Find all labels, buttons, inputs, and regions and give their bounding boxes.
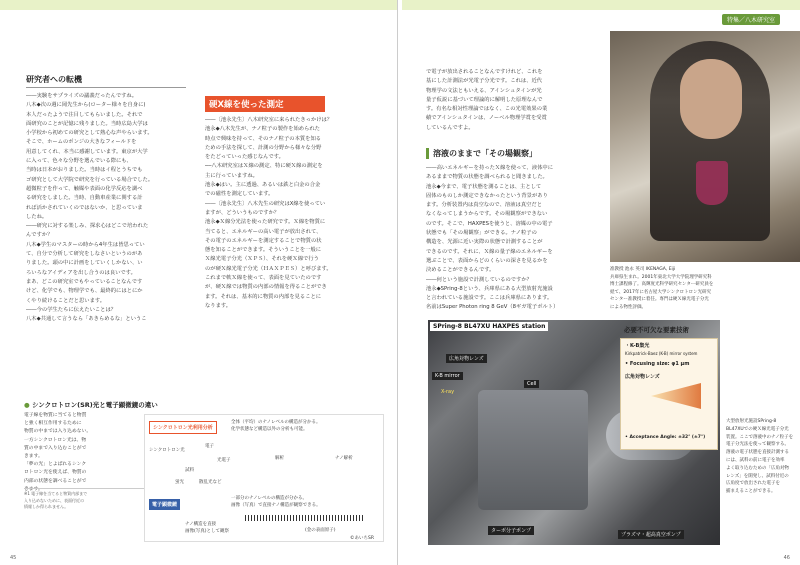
lab-photo-caption: 大型放射光施設SPring-8 BL47XUでの硬Ｘ線光電子分光 装置。ここで溶液中のナノ粒子を 電子分光法を使って観察する。 溶液の電子状態を直接計測する には、試料の前に電子を効率 よく取り込むための「広角対物 レンズ」を開発し、試料付近の 広角度で放出された電子を 捕まえることができる。	[726, 419, 794, 495]
top-band	[0, 0, 397, 10]
sr-box-title-text: シンクロトロン(SR)光と電子顕微鏡の違い	[31, 401, 158, 409]
focus-size: • Focusing size: φ1 μm	[625, 361, 690, 367]
analyzer-label: 広角対物レンズ	[446, 354, 487, 363]
acceptance-angle: • Acceptance Angle: ±32° (±7°)	[625, 435, 706, 440]
required-tech-title: 必要不可欠な要素技術	[624, 326, 689, 334]
section-title-in-situ: 溶液のままで「その場観察」	[426, 148, 596, 159]
section-title-career: 研究者への転機	[26, 74, 186, 88]
kb-subtitle: Kirkpatrick-Baez (K-B) mirror system	[625, 351, 698, 356]
diagram-credit: ©あいちSR	[350, 536, 374, 541]
nano-analysis-label: ナノ解析	[335, 456, 353, 461]
in-situ-text: ――高いエネルギーを持ったＸ線を使って、液体中に あるままで物質の状態を調べられると聞きました。 池永◆今まで、電子状態を測ることは、主として 固体のものしか測定できなかったという背景があり ます。分析装置内は真空なので、溶液は真空だと なくなってしまうからです。その場観察ができない のです。そこで、HAXPESを使うと、溶媒の中の電子 状態でも「その場観察」ができる。ナノ粒子の 構造を、光源に近い実際の状態で計測することが できるのです。それに、Ｘ線の量子線のエネルギーを 選ぶことで、表面からどのくらいの深さを見るかを 決めることができるんです。 ――何という施設で計測しているのですか？ 池永◆SPring-8という、兵庫県にある大型放射光施設 と言われている施設です。ここは兵庫県にあります。 名前はSuper Photon ring 8 GeV（8ギガ電子ボルト）	[426, 165, 559, 311]
top-band-right	[402, 0, 800, 10]
em-tab: 電子顕微鏡	[149, 499, 180, 510]
cell-label: Cell	[524, 380, 539, 388]
lens-inset	[620, 338, 718, 450]
lens-cone	[651, 383, 701, 409]
photoelectric-text: で電子が放出されることなんですけれど、これを 基にした計測法が光電子分光です。これは、近代 物理学の文法ともいえる、アインシュタインが光 量子仮説に基づいて理論的に解明した原理なんで す。有名な相対性理論ではなく、この光電効果の業 績でアインシュタインは、ノーベル物理学賞を受賞 しているんですよ。	[426, 69, 548, 131]
photoelectron-label: 光電子	[217, 458, 231, 463]
sr-box-text: 電子線を物質に当てると物質 と強く相互作用するために 物質の中までは入り込めない。 一方シンクロトロン光は、物 質の中まで入り込むことがで きます。 「夢の光」とよばれるシンク ロトロン光を使えば、物質の 内部の状態を調べることがで きます。	[24, 413, 92, 492]
wide-angle-title: 広角対物レンズ	[625, 374, 660, 380]
sr-em-diagram	[144, 414, 384, 542]
pump-label: ターボ分子ポンプ	[488, 526, 534, 535]
gold-label: (金の表面原子)	[305, 528, 336, 533]
plasma-pump-label: プラズマ・超高真空ポンプ	[618, 530, 684, 539]
page-number-left: 45	[10, 555, 17, 561]
right-page	[402, 0, 800, 565]
fluorescence-label: 蛍光	[175, 480, 184, 485]
em-caption: 一部分のナノレベルの構造が分かる。 画像（写真）で直接ナノ構造が観察できる。	[231, 496, 321, 508]
career-text: ――実験をサプライズの議義だったんですね。 八木◆次の週に岡先生から(ローター様々を自身に) 本人だったようで注目してもらいました。それで 面研究のことが記憶に残りました。当時広島大学は 小学校から初めての研究として熱心な声やらいます。 そこで、ホームのポンジの大きなフィールドを 用意してくれ、本当に感謝しています。東京が大学 に入って、色々な分野を選んでいる際にも、 当時は日本がおりました。当時はイ程とうちでも ゴ研究として大学院で研究を行っている場合でした。 超微粒子を作って、触媒や表面の化学反応を調べ る研究をしました。当時、自動車産業に関する計 れば活かされていくのではないか、と思っていま したね。 ――研究に対する楽しみ、探求心はどこで培われた んですか？ 八木◆学生のマスターの時から4年生は皆思ってい て、自分で分析して研究をしなさいというのがあ りました。頭の中に計画をしていくしかない、い ろいろなアイディアを出し合うのは良いです。 まあ、どこの研究室でもやっていることなんです けど、化学でも、物理学でも、最終的にはとにか くやり続けることだと思います。 ――今の学生たちに伝えたいことは？ 八木◆共通して言うなら「あきらめるな」というこ	[26, 93, 154, 323]
sr-box-note: ※1 電子線を当てると物質内部まで 入り込めないために、表面付近の 情報しか得られません。	[24, 488, 144, 511]
section-title-hard-xray: 硬X線を使った測定	[205, 96, 325, 112]
section-tag: 特集／八木研究室	[722, 14, 780, 25]
kb-mirror-label: K-B mirror	[432, 372, 463, 380]
portrait-face	[680, 59, 742, 139]
em-detail: ナノ構造を直接 画像(写真)として観察	[185, 522, 230, 534]
lab-photo-title: SPring-8 BL47XU HAXPES station	[430, 322, 548, 331]
bullet-icon: ●	[24, 401, 30, 409]
sr-vs-em-box	[24, 400, 384, 548]
sr-analysis-caption: 全体（平均）のナノレベルの構造が分かる。 化学状態など構造以外の分析も可能。	[231, 420, 321, 432]
flask-image	[696, 161, 728, 205]
portrait-photo	[610, 31, 800, 262]
sr-source-label: シンクロトロン光	[149, 448, 185, 453]
analysis-label: 解析	[275, 456, 284, 461]
left-page	[0, 0, 398, 565]
xray-label: X-ray	[441, 389, 455, 395]
scattered-label: 散乱光など	[199, 480, 222, 485]
sr-box-title	[24, 400, 158, 409]
sr-analysis-tab: シンクロトロン光利用分析	[149, 421, 217, 434]
portrait-caption: 准教授 池永 英司 IKENAGA, Eiji 兵庫県生まれ。2001年東北大学大学院理学研究科 博士課程修了。高輝度光科学研究センター研究員を 経て、2017年に名古屋大学シンクロトロン光研究 センター准教授に着任。専門は硬Ｘ線光電子分光 による物性評価。	[610, 267, 714, 310]
page-number-right: 46	[783, 555, 790, 561]
sample-label: 試料	[185, 468, 194, 473]
electron-label: 電子	[205, 444, 214, 449]
haxpes-machine	[478, 390, 588, 510]
kb-title: ・K-B集光	[625, 343, 650, 349]
electron-wave	[245, 515, 365, 521]
hard-xray-text: ――〔池永先生〕八木研究室に来られたきっかけは？ 池永◆八木先生が、ナノ粒子の製作を始められた 時点で興味を持って、そのナノ粒子の本質を知る ための手法を探して、計測の分野から様々な分野 をたどっていった感じなんです。 ──八木研究室はＸ線の測定、特に硬Ｘ線の測定を 主に行っていますね。 池永◆はい。主に透過、あるいは鉄と白金の合金 での磁性を測定しています。 ――〔池永先生〕八木先生の研究はX線を使ってい ますが、どういうものですか？ 池永◆Ｘ線分光法を使った研究です。Ｘ線を物質に 当てると、エネルギーの高い電子が放出されて、 その電子のエネルギーを測定することで物質の状 態を知ることができます。そういうことを一般に Ｘ線光電子分光（ＸＰＳ）、それを硬Ｘ線で行う のが硬Ｘ線光電子分光（ＨＡＸＰＥＳ）と呼びます。 これまで軟Ｘ線を使って、表面を見ていたのです が、硬Ｘ線では物質の内部の情報を得ることができ ます。それは、基本的に物質の内部を見ることに なります。	[205, 117, 333, 309]
